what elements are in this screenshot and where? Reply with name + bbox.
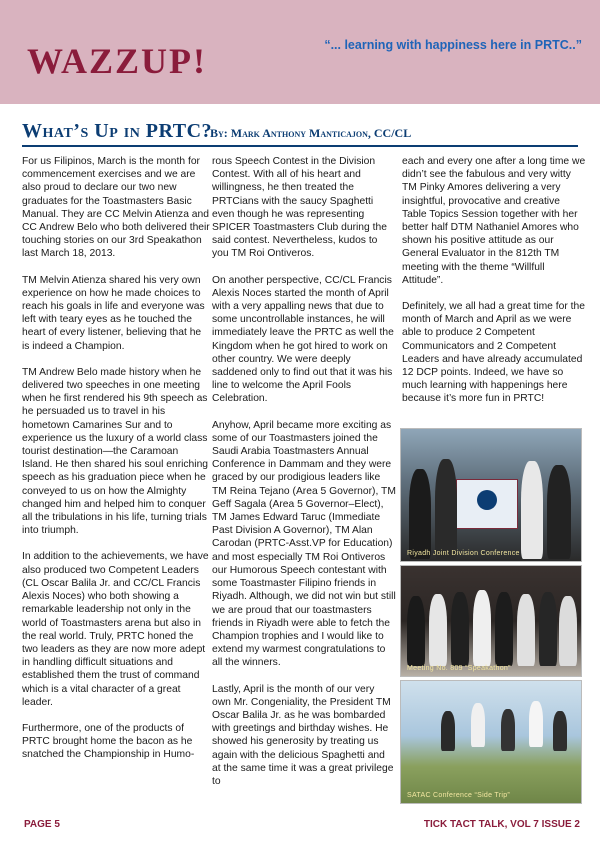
page-header (0, 0, 600, 104)
publication-issue: TICK TACT TALK, VOL 7 ISSUE 2 (423, 819, 580, 830)
article-column-2 (212, 155, 396, 801)
toastmasters-logo-icon (477, 490, 497, 510)
person-figure (517, 594, 535, 666)
conference-group-photo (400, 428, 582, 562)
speakathon-group-photo (400, 565, 582, 677)
paragraph: Lastly, April is the month of our very own Mr. Congeniality, the President TM Oscar Balila Jr. as he was bombarded with greetings and birthday wishes. He showed his generosity by treating us again with the delicious Spaghetti and at the same time it was a great privilege to (212, 683, 394, 787)
person-figure (435, 459, 457, 559)
person-figure (559, 596, 577, 666)
person-figure (553, 711, 567, 751)
person-figure (539, 592, 557, 666)
paragraph: On another perspective, CC/CL Francis Alexis Noces started the month of April with a very appalling news that due to some uncontrollable instances, he will immediately leave the PRTC as well the Kingdom when he got hired to work on other country. We were deeply saddened only to find out that it was his line to welcome the April Fools Celebration. (212, 274, 394, 405)
person-figure (495, 592, 513, 666)
person-figure (473, 590, 491, 666)
person-figure (407, 596, 425, 666)
paragraph: Definitely, we all had a great time for the month of March and April as we were able to produce 2 Competent Communicators and 2 Competent Leaders and have already accumulated 12 DCP points. Indeed, we have so much learning with happenings here because it’s more fun in PRTC! (402, 301, 585, 405)
toastmasters-banner (456, 479, 518, 529)
person-figure (547, 465, 571, 559)
header-tagline: “... learning with happiness here in PRTC..” (324, 38, 582, 52)
person-figure (471, 703, 485, 747)
paragraph: each and every one after a long time we didn’t see the fabulous and very witty TM Pinky Amores delivering a very insightful, provocative and creative Table Topics Session together with her better half DTM Nathaniel Amores who shown his positive attitude as our General Evaluator in the 812th TM meeting with the theme “Willfull Attitude”. (402, 156, 586, 286)
person-figure (501, 709, 515, 751)
side-trip-jump-photo (400, 680, 582, 804)
article-title: What’s Up in PRTC? (22, 120, 213, 142)
paragraph: Furthermore, one of the products of PRTC brought home the bacon as he snatched the Championship in Humo- (22, 722, 195, 761)
paragraph: TM Andrew Belo made history when he delivered two speeches in one meeting when he first rendered his 9th speech as he persuaded us to travel in his hometown Camarines Sur and to experience us the luxury of a world class tourist destination—the Caramoan Island. He then shared his soul enriching speech as his graduation piece when he conveyed to us on how the Almighty changed him and helped him to conquer all the tribulations in his life, turning trials into triumph. (22, 366, 209, 537)
paragraph: In addition to the achievements, we have also produced two Competent Leaders (CL Oscar Balila Jr. and CC/CL Francis Alexis Noces) who both showing a remarkable leadership not only in the world of Toastmasters arena but also in the real world. Truly, PRTC honed the two leaders as they are now more adept in handling difficult situations and established them the trust of command which is a vital character of a great leader. (22, 551, 209, 708)
paragraph: Anyhow, April became more exciting as some of our Toastmasters joined the Saudi Arabia Toastmasters Annual Conference in Dammam and they were graced by our prodigious leaders like TM Reina Tejano (Area 5 Governor), TM Geff Sagala (Area 5 Governor–Elect), TM James Edward Taruc (Immediate Past Division A Governor), TM Alan Carodan (PRTC-Asst.VP for Education) and most especially TM Roi Ontiveros our Humorous Speech contestant with some Toastmaster Filipino friends in Riyadh. Although, we did not win but still we are proud that our toastmasters friends in Riyadh were able to fetch the Champion trophies and I would like to extend my warmest congratulations to all the winners. (212, 419, 396, 669)
person-figure (529, 701, 543, 747)
person-figure (429, 594, 447, 666)
newsletter-section-title: WAZZUP! (27, 41, 208, 81)
article-byline: By: Mark Anthony Manticajon, CC/CL (210, 126, 412, 140)
paragraph: rous Speech Contest in the Division Contest. With all of his heart and willingness, he then treated the PRTCians with the saucy Spaghetti even though he was representing SPICER Toastmasters Club during the said contest. Nevertheless, kudos to you TM Roi Ontiveros. (212, 156, 387, 260)
article-column-3 (402, 155, 586, 406)
paragraph: TM Melvin Atienza shared his very own experience on how he made choices to reach his goals in life and everyone was left with teary eyes as he touched the heart of every listener, believing that he is indeed a Champion. (22, 274, 205, 352)
person-figure (409, 469, 431, 559)
photo-caption: SATAC Conference “Side Trip” (407, 792, 511, 799)
person-figure (521, 461, 543, 559)
person-figure (441, 711, 455, 751)
title-divider (22, 145, 578, 147)
paragraph: For us Filipinos, March is the month for commencement exercises and we are also proud to declare our two new graduates for the Toastmasters Basic Manual. They are CC Melvin Atienza and CC Andrew Belo who both delivered their touching stories on our 3rd Speakathon last March 18, 2013. (22, 156, 210, 260)
article-column-1 (22, 155, 210, 775)
photo-caption: Riyadh Joint Division Conference (407, 550, 520, 557)
person-figure (451, 592, 469, 666)
page-number: PAGE 5 (24, 819, 60, 830)
photo-caption: Meeting No. 809 “Speakathon” (407, 665, 511, 672)
